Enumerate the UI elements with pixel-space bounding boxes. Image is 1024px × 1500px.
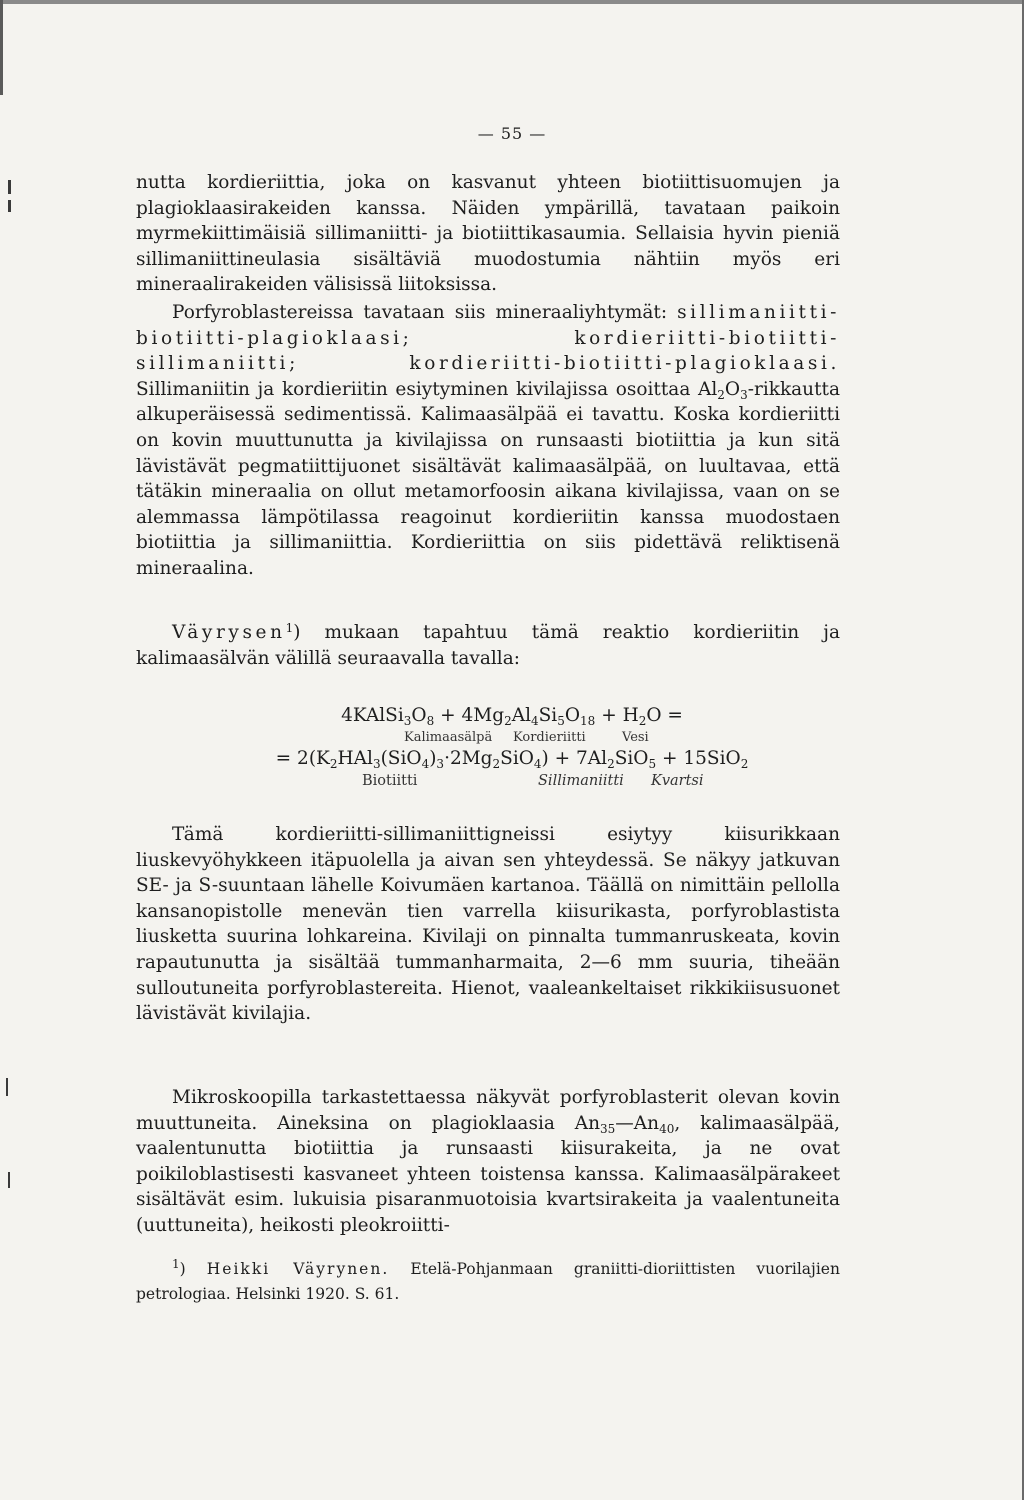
equation-subscript: 2 <box>638 714 647 728</box>
paragraph-3 <box>136 620 840 671</box>
equation-term: = 2(K <box>275 748 330 769</box>
scan-margin-mark <box>8 200 11 212</box>
subscript: 35 <box>600 1121 616 1136</box>
equation-term: Al <box>511 705 531 726</box>
equation-subscript: 3 <box>372 757 381 771</box>
footnote: $^1$) Heikki Väyrynen. Etelä-Pohjanmaan graniitti-dioriittisten vuorilajien petrologiaa. Helsinki 1920. S. 61. <box>136 1257 840 1303</box>
footnote-reference: 1 <box>285 621 294 635</box>
equation-subscript: 8 <box>426 714 435 728</box>
cited-author: Väyrysen <box>172 622 286 643</box>
paragraph-2-intro: Porfyroblastereissa tavataan siis mineraaliyhtymät: <box>172 302 678 323</box>
equation-term: Si <box>538 705 558 726</box>
equation-term: ) + 7Al <box>541 748 608 769</box>
footnote-text: Etelä-Pohjanmaan graniitti-dioriittisten vuorilajien petrologiaa. Helsinki 1920. S. 61. <box>136 1260 840 1303</box>
paragraph-2-text: -rikkautta alkuperäisessä sedimentissä. Kalimaasälpää ei tavattu. Koska kordieriitti on kovin muuttunutta ja kivilajissa on runsaasti biotiittia ja kun sitä lävistävät pegmatiittijuonet sisältävät kalimaasälpää, on luultavaa, että tätäkin mineraalia on ollut metamorfoosin aikana kivilajissa, vaan on se alemmassa lämpötilassa reagoinut kordieriitin kanssa muodostaen biotiittia ja sillimaniittia. Kordieriittia on siis pidettävä reliktisenä mineraalina. <box>136 378 840 579</box>
equation-label-sillimaniitti: Sillimaniitti <box>538 773 624 789</box>
equation-subscript: 2 <box>740 757 749 771</box>
subscript: 40 <box>659 1121 675 1136</box>
equation-subscript: 4 <box>421 757 430 771</box>
equation-subscript: 18 <box>580 714 596 728</box>
equation-label-kalimaasalpa: Kalimaasälpä <box>404 730 493 745</box>
paragraph-4-text: Tämä kordieriitti-sillimaniittigneissi esiytyy kiisurikkaan liuskevyöhykkeen itäpuolella ja aivan sen yhteydessä. Se näkyy jatkuvan SE- ja S-suuntaan lähelle Koivumäen kartanoa. Täällä on nimittäin pellolla kansanopistolle menevän tien varrella kiisurikasta, porfyroblastista liusketta suurina lohkareina. Kivilaji on pinnalta tummanruskeata, kovin rapautunutta ja sisältää tummanharmaita, 2—6 mm suuria, tiheään sulloutuneita porfyroblastereita. Hienot, vaaleankeltaiset rikkikiisusuonet lävistävät kivilajia. <box>136 824 840 1025</box>
equation-term: 4KAlSi <box>341 705 404 726</box>
equation-term: + 4Mg <box>434 705 505 726</box>
paragraph-1-text: nutta kordieriittia, joka on kasvanut yhteen biotiittisuomujen ja plagioklaasirakeiden kanssa. Näiden ympärillä, tavataan paikoin myrmekiittimäisiä sillimaniitti- ja biotiittikasaumia. Sellaisia hyvin pieniä sillimaniittineulasia sisältäviä muodostumia nähtiin myös eri mineraalirakeiden välisissä liitoksissa. <box>136 172 840 296</box>
equation-subscript: 2 <box>329 757 338 771</box>
scan-border-top <box>0 0 1024 4</box>
equation-subscript: 5 <box>648 757 657 771</box>
equation-term: O <box>411 705 427 726</box>
equation-subscript: 4 <box>530 714 539 728</box>
equation-subscript: 2 <box>607 757 615 771</box>
equation-label-biotiitti: Biotiitti <box>362 773 418 789</box>
equation-term: SiO <box>614 748 649 769</box>
paragraph-1 <box>136 170 840 298</box>
equation-term: HAl <box>337 748 373 769</box>
equation-line-2 <box>0 748 1024 769</box>
equation-term: + 15SiO <box>656 748 741 769</box>
equation-term: ·2Mg <box>444 748 493 769</box>
page-number: — 55 — <box>477 124 547 143</box>
paragraph-2 <box>136 300 840 582</box>
subscript: 3 <box>740 387 748 402</box>
equation-line-1 <box>0 705 1024 726</box>
equation-term: + H <box>595 705 639 726</box>
equation-subscript: 2 <box>504 714 512 728</box>
equation-subscript: 4 <box>533 757 542 771</box>
equation-subscript: 3 <box>403 714 412 728</box>
equation-term: (SiO <box>380 748 422 769</box>
equation-label-kvartsi: Kvartsi <box>651 773 704 789</box>
equation-term: SiO <box>500 748 534 769</box>
scan-border-left <box>0 0 3 95</box>
footnote-author: Heikki Väyrynen. <box>206 1260 390 1278</box>
equation-subscript: 2 <box>492 757 501 771</box>
subscript: 2 <box>717 387 725 402</box>
scan-margin-mark <box>8 1172 10 1188</box>
equation-term: ) <box>429 748 437 769</box>
footnote-marker: 1 <box>172 1257 180 1271</box>
paragraph-4 <box>136 822 840 1027</box>
scan-margin-mark <box>8 180 11 194</box>
equation-term: O = <box>646 705 683 726</box>
equation-subscript: 3 <box>436 757 445 771</box>
equation-label-vesi: Vesi <box>622 730 649 745</box>
paragraph-5-text: Mikroskoopilla tarkastettaessa näkyvät porfyroblasterit olevan kovin muuttuneita. Aineksina on plagioklaasia An <box>136 1087 840 1134</box>
equation-label-kordieriitti: Kordieriitti <box>513 730 586 745</box>
paragraph-5 <box>136 1085 840 1239</box>
paragraph-3-text: ) mukaan tapahtuu tämä reaktio kordieriitin ja kalimaasälvän välillä seuraavalla tavalla: <box>136 622 840 669</box>
equation-term: O <box>564 705 581 726</box>
paragraph-5-text: , kalimaasälpää, vaalentunutta biotiittia ja runsaasti kiisurakeita, ja ne ovat poikiloblastisesti kasvaneet yhteen toistensa kanssa. Kalimaasälpärakeet sisältävät esim. lukuisia pisaranmuotoisia kvartsirakeita ja vaalentuneita (uuttuneita), heikosti pleokroiitti- <box>136 1112 840 1236</box>
scan-margin-mark <box>6 1078 8 1096</box>
equation-subscript: 5 <box>557 714 565 728</box>
paragraph-2-text: Sillimaniitin ja kordieriitin esiytyminen kivilajissa osoittaa Al <box>136 378 718 400</box>
paragraph-2-text: O <box>724 378 741 400</box>
paragraph-5-text: —An <box>615 1112 660 1134</box>
mineral-assemblages: sillimaniitti-biotiitti-plagioklaasi; kordieriitti-biotiitti-sillimaniitti; kordieriitti-biotiitti-plagioklaasi. <box>136 302 840 375</box>
